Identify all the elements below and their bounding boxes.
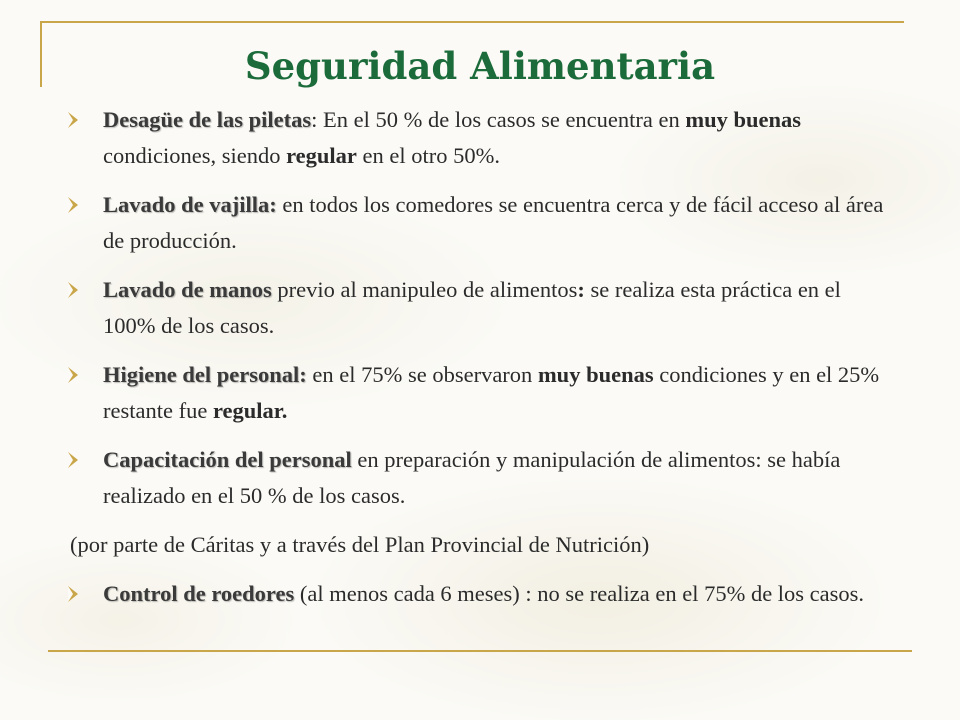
bullet-text: en todos los comedores se encuentra cerca y de fácil acceso al área de producción.	[103, 192, 884, 253]
bullet-capacitacion	[66, 442, 896, 514]
bullet-heading: Control de roedores	[103, 581, 295, 606]
bullet-bold: regular	[286, 143, 357, 168]
bullet-bold: muy buenas	[537, 362, 654, 387]
bullet-vajilla	[66, 187, 896, 259]
bullet-heading: Capacitación del personal	[103, 447, 352, 472]
bullet-heading: Lavado de vajilla:	[103, 192, 277, 217]
bullet-bold: :	[577, 277, 585, 302]
bullet-text: condiciones, siendo	[103, 143, 287, 168]
bullet-text: en el 75% se observaron	[306, 362, 538, 387]
bullet-desague	[66, 102, 896, 174]
top-rule	[40, 21, 904, 23]
bullet-text: : En el 50 % de los casos se encuentra en	[311, 107, 686, 132]
bullet-heading: Lavado de manos	[103, 277, 272, 302]
bullet-heading: Desagüe de las piletas	[103, 107, 312, 132]
arrow-bullet-icon	[68, 586, 78, 602]
slide-body	[66, 102, 896, 625]
bullet-text: (al menos cada 6 meses) : no se realiza en el 75% de los casos.	[294, 581, 865, 606]
arrow-bullet-icon	[68, 282, 78, 298]
bottom-rule	[48, 650, 912, 652]
bullet-bold: regular.	[212, 398, 288, 423]
bullet-bold: muy buenas	[685, 107, 802, 132]
arrow-bullet-icon	[68, 452, 78, 468]
bullet-text: se realiza esta práctica en el 100% de los casos.	[103, 277, 841, 338]
bullet-higiene	[66, 357, 896, 429]
bullet-manos	[66, 272, 896, 344]
bullet-text: en preparación y manipulación de alimentos: se había realizado en el 50 % de los casos.	[103, 447, 841, 508]
arrow-bullet-icon	[68, 112, 78, 128]
bullet-heading: Higiene del personal:	[103, 362, 307, 387]
bullet-text: en el otro 50%.	[356, 143, 501, 168]
source-note: (por parte de Cáritas y a través del Plan Provincial de Nutrición)	[70, 532, 650, 557]
arrow-bullet-icon	[68, 197, 78, 213]
bullet-text: previo al manipuleo de alimentos	[271, 277, 578, 302]
bullet-text: condiciones y en el 25% restante fue	[103, 362, 880, 423]
arrow-bullet-icon	[68, 367, 78, 383]
bullet-roedores	[66, 576, 896, 612]
slide-title: Seguridad Alimentaria	[244, 44, 716, 88]
